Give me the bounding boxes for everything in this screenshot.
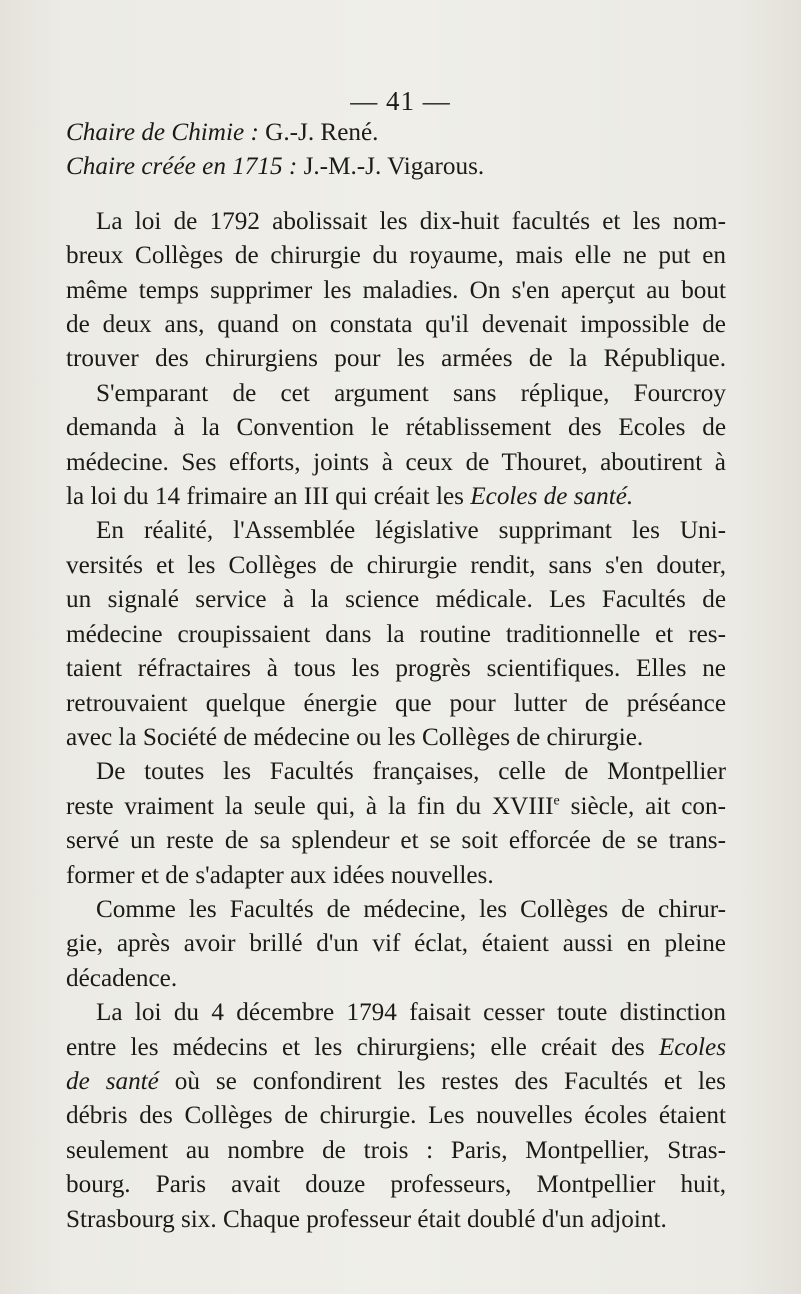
text-line: retrouvaient quelque énergie que pour lutter de préséance bbox=[66, 689, 726, 717]
chair-entry-1715 bbox=[66, 150, 726, 184]
text-line: taient réfractaires à tous les progrès scientifiques. Elles ne bbox=[66, 655, 726, 683]
text-line bbox=[66, 1065, 726, 1099]
text-line: breux Collèges de chirurgie du royaume, mais elle ne put en bbox=[66, 242, 726, 270]
paragraph-colleges bbox=[66, 893, 726, 996]
italic-term: Ecoles bbox=[658, 1033, 726, 1061]
text-line: médecine. Ses efforts, joints à ceux de Thouret, aboutirent à bbox=[66, 448, 726, 476]
paragraph-montpellier bbox=[66, 755, 726, 893]
text-line: un signalé service à la science médicale. Les Facultés de bbox=[66, 586, 726, 614]
text-line: débris des Collèges de chirurgie. Les nouvelles écoles étaient bbox=[66, 1102, 726, 1130]
text-line: La loi de 1792 abolissait les dix-huit facultés et les nom- bbox=[96, 207, 726, 235]
chair-label: Chaire créée en 1715 : bbox=[66, 153, 298, 181]
text-line: La loi du 4 décembre 1794 faisait cesser toute distinction bbox=[96, 999, 726, 1027]
italic-term: de santé bbox=[66, 1067, 159, 1095]
paragraph-assemblee bbox=[66, 514, 726, 755]
text-fragment: reste vraiment la seule qui, à la fin du XVIII bbox=[66, 792, 554, 820]
chair-label: Chaire de Chimie : bbox=[66, 119, 259, 146]
text-fragment: la loi du 14 frimaire an III qui créait les bbox=[66, 483, 471, 511]
text-line: bourg. Paris avait douze professeurs, Montpellier huit, bbox=[66, 1171, 726, 1199]
page-number: — 41 — bbox=[350, 86, 451, 116]
paragraph-loi-1792 bbox=[66, 205, 726, 515]
superscript: e bbox=[553, 793, 560, 809]
text-line: En réalité, l'Assemblée législative supprimant les Uni- bbox=[96, 517, 726, 545]
text-line: demanda à la Convention le rétablissement des Ecoles de bbox=[66, 414, 726, 442]
chair-holder: G.-J. René. bbox=[258, 119, 379, 146]
paragraph-gap bbox=[66, 185, 726, 205]
text-line: trouver des chirurgiens pour les armées de la République. bbox=[66, 345, 726, 373]
italic-term: Ecoles de santé. bbox=[470, 483, 634, 511]
text-line: même temps supprimer les maladies. On s'en aperçut au bout bbox=[66, 276, 726, 304]
text-line: seulement au nombre de trois : Paris, Montpellier, Stras- bbox=[66, 1136, 726, 1164]
text-line: versités et les Collèges de chirurgie rendit, sans s'en douter, bbox=[66, 551, 726, 579]
text-fragment: où se confondirent les restes des Facultés et les bbox=[158, 1067, 726, 1095]
text-line: Comme les Facultés de médecine, les Collèges de chirur- bbox=[96, 895, 726, 923]
text-fragment: entre les médecins et les chirurgiens; elle créait des bbox=[66, 1033, 659, 1061]
text-line bbox=[66, 480, 726, 514]
text-line: S'emparant de cet argument sans réplique, Fourcroy bbox=[96, 379, 726, 407]
text-line: de deux ans, quand on constata qu'il devenait impossible de bbox=[66, 311, 726, 339]
text-line: avec la Société de médecine ou les Collèges de chirurgie. bbox=[66, 723, 644, 751]
text-line: former et de s'adapter aux idées nouvelles. bbox=[66, 861, 494, 889]
text-line bbox=[66, 790, 726, 824]
chair-holder: J.-M.-J. Vigarous. bbox=[297, 153, 485, 181]
text-line bbox=[66, 1031, 726, 1065]
paragraph-loi-1794 bbox=[66, 996, 726, 1237]
text-line: De toutes les Facultés françaises, celle de Montpellier bbox=[96, 758, 726, 786]
text-line: Strasbourg six. Chaque professeur était doublé d'un adjoint. bbox=[66, 1205, 667, 1233]
body-text bbox=[66, 116, 726, 1237]
text-line: décadence. bbox=[66, 964, 178, 992]
text-line: gie, après avoir brillé d'un vif éclat, étaient aussi en pleine bbox=[66, 930, 726, 958]
text-line: servé un reste de sa splendeur et se soit efforcée de se trans- bbox=[66, 827, 726, 855]
text-line: médecine croupissaient dans la routine traditionnelle et res- bbox=[66, 620, 726, 648]
chair-entry-chimie bbox=[66, 116, 726, 150]
text-fragment: siècle, ait con- bbox=[559, 792, 726, 820]
